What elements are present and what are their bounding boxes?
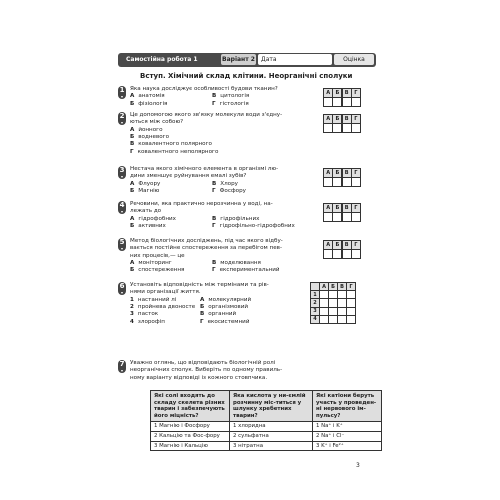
answer-option[interactable] xyxy=(130,101,167,108)
question-text-line: Установіть відповідність між термінами та рів- xyxy=(130,282,269,288)
answer-box[interactable] xyxy=(351,249,361,259)
question-text xyxy=(130,201,273,216)
answer-option[interactable] xyxy=(200,319,249,326)
grid-col-letter: А xyxy=(320,283,329,291)
question-text-line: неорганічних сполук. Виберіть по одному правиль- xyxy=(130,367,283,374)
answer-option[interactable] xyxy=(130,304,195,311)
answer-letter-cell: В xyxy=(342,88,352,98)
grid-col-letter: Г xyxy=(347,283,356,291)
question-text xyxy=(130,282,269,297)
answer-option[interactable] xyxy=(130,149,218,156)
answer-option[interactable] xyxy=(130,297,176,304)
option-text: органний xyxy=(208,311,237,318)
table-cell[interactable]: 2 Na⁺ і Cl⁻ xyxy=(313,431,382,441)
answer-option[interactable] xyxy=(212,93,249,100)
option-letter: А xyxy=(130,93,135,100)
option-text: фізіологія xyxy=(138,100,168,107)
grid-cell[interactable] xyxy=(338,299,347,307)
question-text-line: дини зменшує руйнування емалі зубів? xyxy=(130,173,247,180)
answer-box[interactable] xyxy=(351,123,361,133)
question-text-line: Метод біологічних досліджень, під час якого відбу- xyxy=(130,238,283,244)
option-text: ковалентного неполярного xyxy=(137,148,219,155)
option-letter: А xyxy=(130,259,135,266)
answer-option[interactable] xyxy=(130,181,160,188)
answer-box[interactable] xyxy=(351,97,361,107)
option-letter: Г xyxy=(212,187,216,194)
answer-option[interactable] xyxy=(130,141,212,148)
answer-letter-cell: А xyxy=(323,88,333,98)
answer-option[interactable] xyxy=(130,134,169,141)
grid-col-letter: Б xyxy=(329,283,338,291)
question-text-line: лежать до xyxy=(130,208,162,215)
answer-letter-cell: Б xyxy=(332,168,342,178)
answer-option[interactable] xyxy=(212,101,249,108)
option-text: Хлору xyxy=(220,180,238,187)
option-letter: В xyxy=(212,259,217,266)
question-text-line: Нестача якого хімічного елемента в організмі лю- xyxy=(130,166,279,172)
grid-cell[interactable] xyxy=(347,299,356,307)
answer-option[interactable] xyxy=(130,223,166,230)
chevron-down-icon: ▾ xyxy=(120,174,123,179)
page-number: 3 xyxy=(356,462,360,469)
answer-option[interactable] xyxy=(212,223,295,230)
answer-option[interactable] xyxy=(130,267,184,274)
option-text: цитологія xyxy=(220,93,250,100)
answer-option[interactable] xyxy=(212,188,246,195)
option-letter: А xyxy=(130,126,135,133)
question-text xyxy=(130,360,282,382)
option-letter: Б xyxy=(130,100,135,107)
answer-letter-cell: Б xyxy=(332,88,342,98)
grid-cell[interactable] xyxy=(347,291,356,299)
answer-option[interactable] xyxy=(130,260,172,267)
grid-cell[interactable] xyxy=(338,291,347,299)
answer-option[interactable] xyxy=(200,297,251,304)
question-number xyxy=(118,112,126,125)
grid-cell[interactable] xyxy=(338,307,347,315)
answer-boxes[interactable] xyxy=(324,177,361,187)
option-letter: В xyxy=(212,215,217,222)
grid-cell[interactable] xyxy=(320,315,329,323)
answer-letter-cell: Г xyxy=(351,240,361,250)
answer-letter-cell: Б xyxy=(332,203,342,213)
option-text: екосистемний xyxy=(207,318,250,325)
grid-row-number: 3 xyxy=(311,307,320,315)
option-text: злорофіп xyxy=(137,318,165,325)
answer-boxes[interactable] xyxy=(324,249,361,259)
question-number-text: 4 xyxy=(119,201,125,209)
answer-letter-cell: А xyxy=(323,168,333,178)
answer-option[interactable] xyxy=(212,216,259,223)
grid-cell[interactable] xyxy=(320,291,329,299)
option-letter: А xyxy=(200,296,205,303)
option-letter: Б xyxy=(130,222,135,229)
grid-cell[interactable] xyxy=(347,315,356,323)
answer-letter-cell: Г xyxy=(351,203,361,213)
date-field[interactable]: Дата xyxy=(258,54,332,65)
option-text: моделювання xyxy=(220,259,261,266)
option-text: спостереження xyxy=(138,267,185,274)
option-letter: В xyxy=(212,180,217,187)
table-header: Які солі входять до складу скелета різних тварин і забезпечують його міцність? xyxy=(151,391,230,422)
answer-letter-cell: А xyxy=(323,203,333,213)
grid-cell[interactable] xyxy=(320,299,329,307)
question-number xyxy=(118,282,126,295)
option-letter: В xyxy=(212,93,217,100)
answer-letter-cell: В xyxy=(342,114,352,124)
option-letter: В xyxy=(200,311,205,318)
option-text: моніторинг xyxy=(138,259,172,266)
grid-cell[interactable] xyxy=(338,315,347,323)
answer-letter-cell: Б xyxy=(332,114,342,124)
option-letter: А xyxy=(130,215,135,222)
option-letter: 4 xyxy=(130,318,134,325)
table-row xyxy=(151,441,382,451)
grid-corner xyxy=(311,283,320,291)
grid-col-letter: В xyxy=(338,283,347,291)
answer-option[interactable] xyxy=(130,311,158,318)
header-bar xyxy=(118,53,376,67)
option-letter: А xyxy=(130,180,135,187)
table-cell[interactable]: 3 Магнію і Кальцію xyxy=(151,441,230,451)
grid-cell[interactable] xyxy=(329,315,338,323)
question-text-line: Речовини, яка практично нерозчинна у воді, на- xyxy=(130,201,273,207)
option-text: йонного xyxy=(138,126,163,133)
option-letter: Б xyxy=(130,267,135,274)
option-letter: Г xyxy=(212,267,216,274)
answer-letter-cell: А xyxy=(323,240,333,250)
question-number-text: 6 xyxy=(119,282,125,290)
answer-option[interactable] xyxy=(130,93,165,100)
table-cell[interactable]: 2 Кальцію та Фос-фору xyxy=(151,431,230,441)
variant-label: Варіант 2 xyxy=(222,56,255,63)
chevron-down-icon: ▾ xyxy=(120,246,123,251)
answer-letter-cell: Б xyxy=(332,240,342,250)
question-number xyxy=(118,238,126,251)
grade-field[interactable]: Оцінка xyxy=(334,54,374,65)
answer-letter-cell: Г xyxy=(351,168,361,178)
option-text: експериментальний xyxy=(219,267,280,274)
option-text: водневого xyxy=(138,133,170,140)
question-text-line: Яка наука досліджує особливості будови тканин? xyxy=(130,86,278,92)
grid-cell[interactable] xyxy=(320,307,329,315)
option-text: настанний лі xyxy=(137,296,177,303)
option-letter: Г xyxy=(212,222,216,229)
option-letter: 3 xyxy=(130,311,134,318)
table-cell[interactable]: 2 сульфатна xyxy=(230,431,313,441)
grid-row-number: 2 xyxy=(311,299,320,307)
option-text: Фосфору xyxy=(219,187,246,194)
matching-grid[interactable] xyxy=(310,282,356,324)
option-letter: Г xyxy=(130,148,134,155)
table-cell[interactable]: 1 Na⁺ і K⁺ xyxy=(313,422,382,432)
answer-letter-cell: В xyxy=(342,240,352,250)
option-letter: Г xyxy=(200,318,204,325)
option-text: організмовий xyxy=(208,303,249,310)
answer-option[interactable] xyxy=(130,216,176,223)
answer-box[interactable] xyxy=(351,177,361,187)
question-number xyxy=(118,201,126,214)
grid-cell[interactable] xyxy=(329,299,338,307)
question-number-text: 5 xyxy=(119,238,125,246)
option-text: гідрофобних xyxy=(138,215,176,222)
option-letter: 2 xyxy=(130,303,134,310)
option-text: пасток xyxy=(137,311,159,318)
question-text-line: ються між собою? xyxy=(130,119,184,126)
option-text: пройнева двоносте xyxy=(137,303,196,310)
question-text xyxy=(130,166,278,181)
question-text xyxy=(130,238,283,260)
question-number-text: 1 xyxy=(119,86,125,94)
table-row xyxy=(151,422,382,432)
answers-table xyxy=(150,390,382,451)
answer-boxes[interactable] xyxy=(324,123,361,133)
grid-row-number: 4 xyxy=(311,315,320,323)
option-text: Магнію xyxy=(138,187,160,194)
answer-option[interactable] xyxy=(130,319,165,326)
question-text-line: нями організації життя. xyxy=(130,289,201,296)
question-number-text: 7 xyxy=(119,360,125,368)
question-text-line: них процесів,— це xyxy=(130,252,185,259)
question-text-line: вається постійне спостереження за перебігом пев- xyxy=(130,245,282,252)
option-text: молекулярний xyxy=(208,296,252,303)
option-letter: 1 xyxy=(130,296,134,303)
option-text: активних xyxy=(138,222,166,229)
option-text: анатомія xyxy=(138,93,165,100)
question-text xyxy=(130,86,278,93)
table-cell[interactable]: 1 Магнію і Фосфору xyxy=(151,422,230,432)
option-letter: Б xyxy=(130,133,135,140)
answer-letter-cell: Г xyxy=(351,114,361,124)
table-cell[interactable]: 1 хлоридна xyxy=(230,422,313,432)
option-text: гідрофільних xyxy=(220,215,260,222)
option-letter: Г xyxy=(212,100,216,107)
question-number xyxy=(118,166,126,179)
work-title: Самостійна робота 1 xyxy=(126,56,198,63)
question-text xyxy=(130,112,282,127)
answer-boxes[interactable] xyxy=(324,212,361,222)
grid-cell[interactable] xyxy=(347,307,356,315)
answer-letter-cell: Г xyxy=(351,88,361,98)
answer-option[interactable] xyxy=(212,267,280,274)
answer-option[interactable] xyxy=(130,127,163,134)
question-text-line: Уважно оглянь, що відповідають біологічній ролі xyxy=(130,360,276,366)
chevron-down-icon: ▾ xyxy=(120,120,123,125)
option-letter: Б xyxy=(130,187,135,194)
table-cell[interactable]: 3 K⁺ і Fe²⁺ xyxy=(313,441,382,451)
answer-option[interactable] xyxy=(200,311,236,318)
answer-boxes[interactable] xyxy=(324,97,361,107)
question-number-text: 3 xyxy=(119,166,125,174)
option-text: гідрофільно-гідрофобних xyxy=(219,222,295,229)
grid-cell[interactable] xyxy=(329,307,338,315)
answer-letter-cell: В xyxy=(342,168,352,178)
question-text-line: ному варіанту відповіді із кожного стовпчика. xyxy=(130,374,268,381)
chevron-down-icon: ▾ xyxy=(120,94,123,99)
answer-letter-cell: А xyxy=(323,114,333,124)
option-letter: Б xyxy=(200,303,205,310)
question-number xyxy=(118,86,126,99)
option-text: Флуору xyxy=(138,180,161,187)
chevron-down-icon: ▾ xyxy=(120,209,123,214)
answer-option[interactable] xyxy=(130,188,159,195)
table-cell[interactable]: 3 нітратна xyxy=(230,441,313,451)
table-header: Які катіони беруть участь у проведен-ні нервового ім-пульсу? xyxy=(313,391,382,422)
grid-row-number: 1 xyxy=(311,291,320,299)
table-row xyxy=(151,431,382,441)
grid-cell[interactable] xyxy=(329,291,338,299)
question-number-text: 2 xyxy=(119,112,125,120)
question-number xyxy=(118,360,126,373)
chevron-down-icon: ▾ xyxy=(120,290,123,295)
option-text: ковалентного полярного xyxy=(138,141,212,148)
answer-option[interactable] xyxy=(212,181,238,188)
page-title: Вступ. Хімічний склад клітини. Неорганічні сполуки xyxy=(140,72,353,80)
question-text-line: Це допомогою якого зв'язку молекули води з'єдну- xyxy=(130,112,283,118)
table-header: Яка кислота у ни-ємлій розчинну міс-титься у шлунку хребетних тварин? xyxy=(230,391,313,422)
option-letter: В xyxy=(130,141,135,148)
answer-letter-cell: В xyxy=(342,203,352,213)
option-text: гістологія xyxy=(219,100,249,107)
chevron-down-icon: ▾ xyxy=(120,368,123,373)
answer-box[interactable] xyxy=(351,212,361,222)
